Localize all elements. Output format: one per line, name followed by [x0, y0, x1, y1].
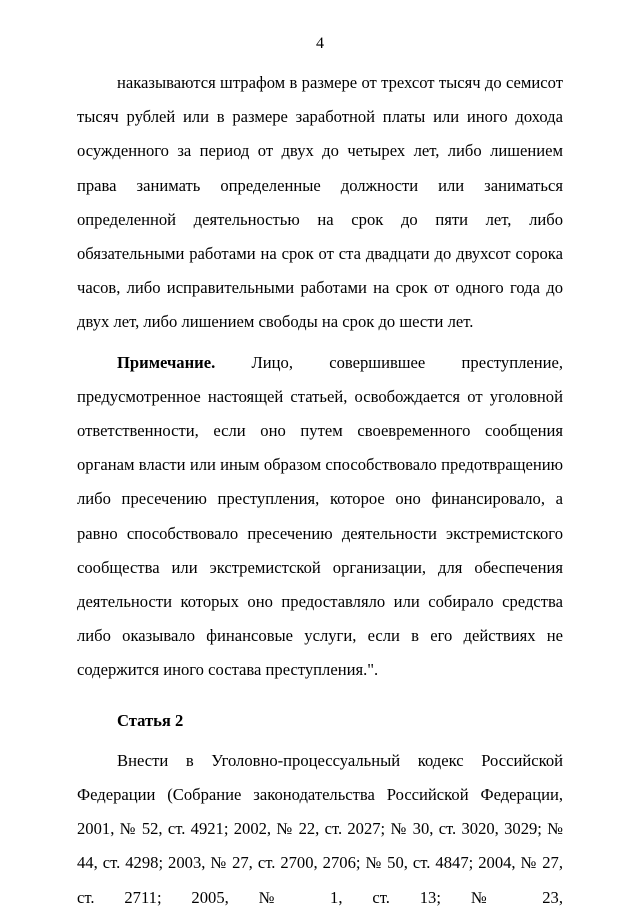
- document-body: [77, 66, 563, 915]
- page-number: 4: [316, 35, 324, 52]
- paragraph-penalty: наказываются штрафом в размере от трехсот тысяч до семисот тысяч рублей или в размере заработной платы или иного дохода осужденного за период от двух до четырех лет, либо лишением права занимать определенные должности или заниматься определенной деятельностью на срок до пяти лет, либо обязательными работами на срок от ста двадцати до двухсот сорока часов, либо исправительными работами на срок от одного года до двух лет, либо лишением свободы на срок до шести лет.: [77, 73, 563, 332]
- paragraph-note: [77, 346, 563, 688]
- note-text: Лицо, совершившее преступление, предусмотренное настоящей статьей, освобождается от уголовной ответственности, если оно путем своевременного сообщения органам власти или иным образом способствовало предотвращению либо пресечению преступления, которое оно финансировало, а равно способствовало пресечению деятельности экстремистского сообщества или экстремистской организации, для обеспечения деятельности которых оно предоставляло или собирало средства либо оказывало финансовые услуги, если в его действиях не содержится иного состава преступления.".: [77, 352, 563, 680]
- note-label: Примечание.: [117, 352, 216, 372]
- paragraph-amendment: Внести в Уголовно-процессуальный кодекс Российской Федерации (Собрание законодательства Российской Федерации, 2001, № 52, ст. 4921; 2002, № 22, ст. 2027; № 30, ст. 3020, 3029; № 44, ст. 4298; 2003, № 27, ст. 2700, 2706; № 50, ст. 4847; 2004, № 27, ст. 2711; 2005, № 1, ст. 13; № 23,: [77, 750, 563, 907]
- article-heading: Статья 2: [117, 710, 184, 730]
